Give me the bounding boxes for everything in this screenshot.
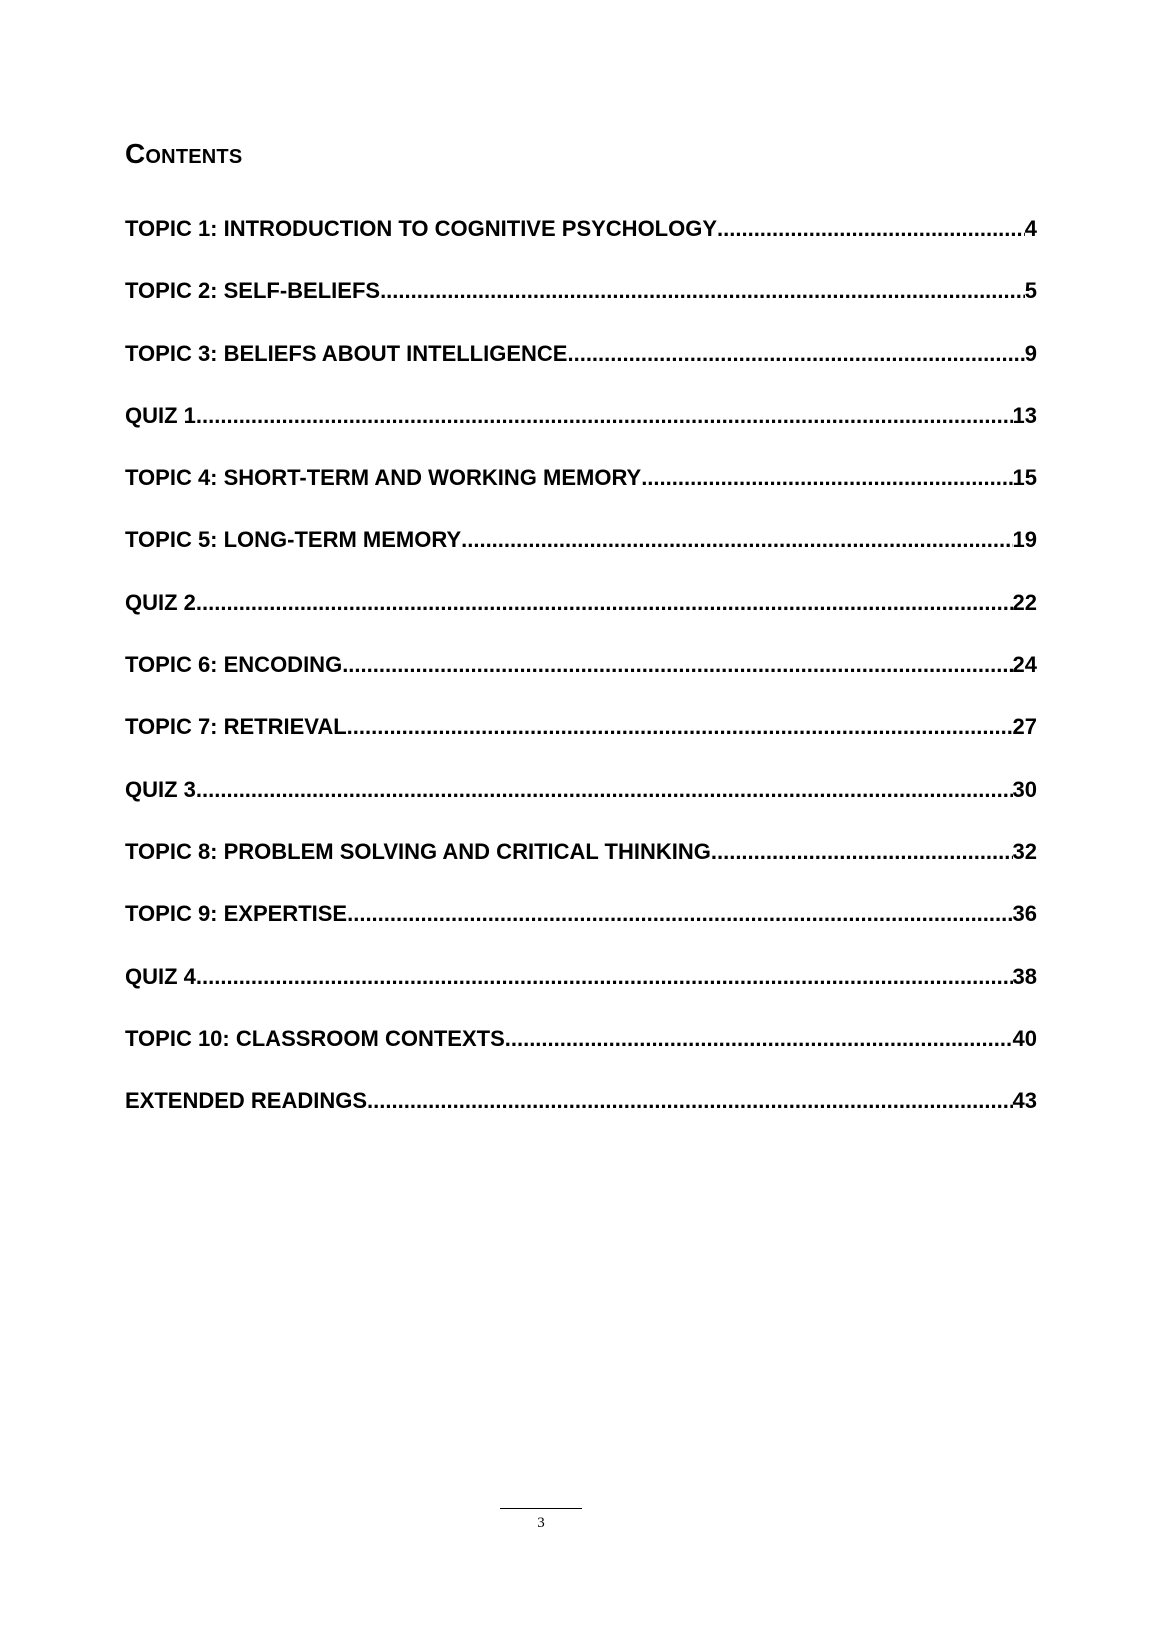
toc-entry-page: 30: [1012, 776, 1037, 802]
toc-entry-title: TOPIC 3: BELIEFS ABOUT INTELLIGENCE: [125, 340, 568, 366]
toc-dot-leader: [641, 467, 1012, 489]
toc-dot-leader: [367, 1090, 1012, 1112]
toc-entry-title: TOPIC 7: RETRIEVAL: [125, 714, 347, 740]
toc-entry[interactable]: [125, 776, 1037, 841]
toc-dot-leader: [342, 654, 1012, 676]
toc-entry-page: 22: [1012, 589, 1037, 615]
toc-entry[interactable]: [125, 903, 1037, 965]
toc-dot-leader: [347, 716, 1013, 738]
toc-entry[interactable]: [125, 280, 1037, 342]
toc-dot-leader: [711, 841, 1013, 863]
toc-entry[interactable]: [125, 838, 1037, 903]
toc-entry[interactable]: [125, 218, 1037, 280]
toc-dot-leader: [196, 405, 1013, 427]
toc-entry-title: TOPIC 1: INTRODUCTION TO COGNITIVE PSYCHOLOGY: [125, 216, 718, 241]
toc-entry[interactable]: [125, 654, 1037, 716]
toc-entry-title: QUIZ 4: [125, 963, 196, 989]
toc-dot-leader: [505, 1028, 1013, 1050]
toc-entry-page: 27: [1012, 714, 1037, 740]
toc-entry-title: TOPIC 8: PROBLEM SOLVING AND CRITICAL THINKING: [125, 838, 711, 864]
toc-dot-leader: [461, 529, 1012, 551]
table-of-contents: [125, 218, 1037, 1152]
toc-entry-title: EXTENDED READINGS: [125, 1088, 368, 1114]
toc-dot-leader: [717, 218, 1025, 240]
toc-dot-leader: [196, 779, 1013, 801]
toc-dot-leader: [380, 280, 1025, 302]
toc-entry-title: TOPIC 6: ENCODING: [125, 652, 343, 678]
toc-entry-page: 38: [1012, 963, 1037, 989]
toc-entry-page: 19: [1012, 527, 1037, 553]
toc-dot-leader: [567, 343, 1024, 365]
toc-entry-page: 4: [1024, 216, 1037, 241]
toc-entry-title: TOPIC 5: LONG-TERM MEMORY: [125, 527, 462, 553]
toc-entry[interactable]: [125, 467, 1037, 529]
toc-entry[interactable]: [125, 340, 1037, 405]
page-number: 3: [537, 1515, 545, 1531]
toc-entry-page: 43: [1012, 1088, 1037, 1114]
toc-entry-title: QUIZ 1: [125, 402, 196, 428]
toc-entry-page: 40: [1012, 1025, 1037, 1051]
toc-entry[interactable]: [125, 716, 1037, 778]
toc-entry[interactable]: [125, 1025, 1037, 1090]
toc-dot-leader: [196, 966, 1013, 988]
toc-entry-page: 15: [1012, 465, 1037, 491]
toc-dot-leader: [347, 903, 1012, 925]
toc-entry[interactable]: [125, 402, 1037, 467]
toc-entry[interactable]: [125, 589, 1037, 654]
toc-entry-page: 13: [1012, 402, 1037, 428]
toc-entry-title: TOPIC 9: EXPERTISE: [125, 901, 348, 927]
toc-entry-page: 9: [1024, 340, 1037, 366]
toc-entry[interactable]: [125, 529, 1037, 591]
footer-divider: [500, 1508, 582, 1509]
toc-entry-page: 24: [1012, 652, 1037, 678]
toc-entry[interactable]: [125, 963, 1037, 1028]
toc-entry-title: TOPIC 10: CLASSROOM CONTEXTS: [125, 1025, 505, 1051]
toc-entry-title: QUIZ 2: [125, 589, 196, 615]
toc-entry-title: QUIZ 3: [125, 776, 196, 802]
toc-entry-page: 32: [1012, 838, 1037, 864]
toc-entry-page: 5: [1024, 278, 1037, 304]
toc-entry[interactable]: [125, 1090, 1037, 1152]
toc-dot-leader: [196, 592, 1013, 614]
toc-entry-page: 36: [1012, 901, 1037, 927]
toc-entry-title: TOPIC 2: SELF-BELIEFS: [125, 278, 381, 304]
contents-heading: Contents: [125, 138, 243, 169]
toc-entry-title: TOPIC 4: SHORT-TERM AND WORKING MEMORY: [125, 465, 642, 491]
